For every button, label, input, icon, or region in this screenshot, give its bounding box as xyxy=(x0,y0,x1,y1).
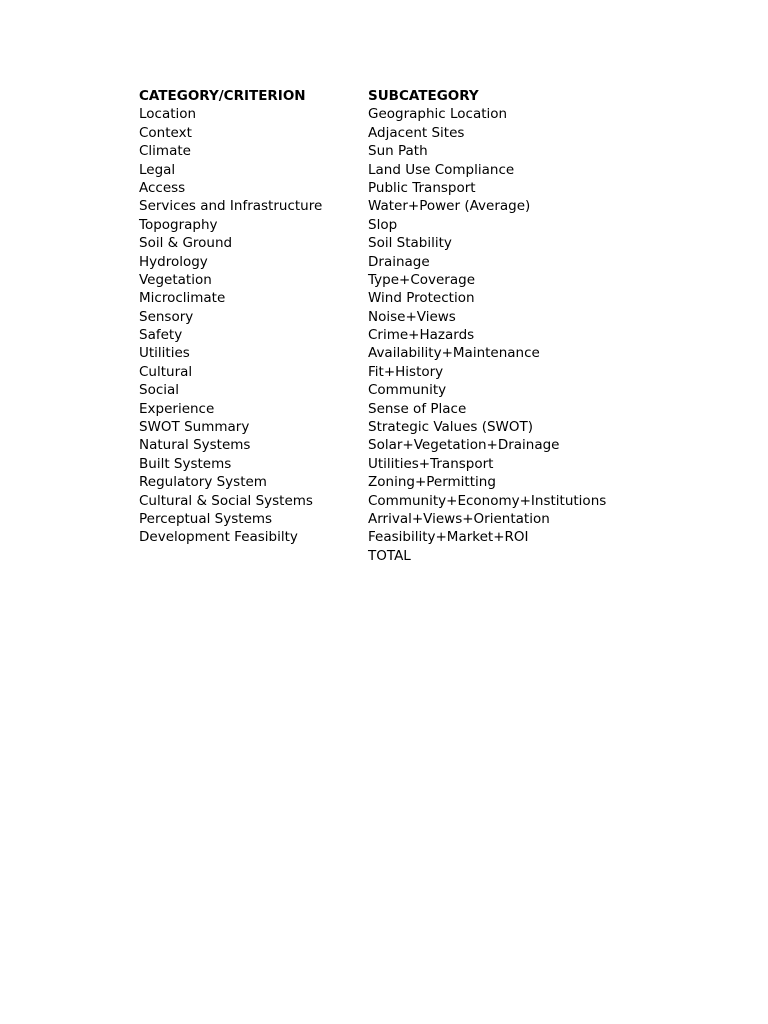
category-cell: Cultural xyxy=(139,363,193,380)
table-row xyxy=(139,197,606,215)
table-row xyxy=(139,436,606,454)
table-header-row xyxy=(139,87,606,105)
table-row xyxy=(139,253,606,271)
table-row xyxy=(139,271,606,289)
subcategory-cell: Water+Power (Average) xyxy=(368,198,531,215)
category-cell: Development Feasibilty xyxy=(139,529,298,546)
category-cell: SWOT Summary xyxy=(139,419,250,436)
table-row xyxy=(139,124,606,142)
table-row xyxy=(139,418,606,436)
category-cell: Context xyxy=(139,124,192,141)
category-cell: Natural Systems xyxy=(139,437,251,454)
category-cell: Safety xyxy=(139,327,183,344)
subcategory-cell: Availability+Maintenance xyxy=(368,345,540,362)
table-row xyxy=(139,308,606,326)
table-row xyxy=(139,547,606,565)
subcategory-cell: Crime+Hazards xyxy=(368,327,475,344)
table-row xyxy=(139,510,606,528)
criteria-table xyxy=(139,87,606,565)
subcategory-cell: Arrival+Views+Orientation xyxy=(368,510,550,527)
subcategory-cell: Feasibility+Market+ROI xyxy=(368,529,529,546)
table-row xyxy=(139,528,606,546)
subcategory-cell: Adjacent Sites xyxy=(368,124,465,141)
table-body xyxy=(139,105,606,565)
subcategory-cell: Land Use Compliance xyxy=(368,161,515,178)
category-cell xyxy=(139,547,368,565)
category-cell: Built Systems xyxy=(139,455,232,472)
table-row xyxy=(139,161,606,179)
subcategory-cell: Sun Path xyxy=(368,143,428,160)
subcategory-cell: Community xyxy=(368,382,447,399)
subcategory-cell: Utilities+Transport xyxy=(368,455,494,472)
category-cell: Experience xyxy=(139,400,215,417)
subcategory-cell: TOTAL xyxy=(368,547,411,564)
category-cell: Services and Infrastructure xyxy=(139,198,323,215)
subcategory-cell: Soil Stability xyxy=(368,235,452,252)
category-cell: Legal xyxy=(139,161,176,178)
table-row xyxy=(139,492,606,510)
subcategory-cell: Solar+Vegetation+Drainage xyxy=(368,437,560,454)
category-cell: Regulatory System xyxy=(139,474,267,491)
category-cell: Access xyxy=(139,179,186,196)
table-row xyxy=(139,326,606,344)
table-row xyxy=(139,381,606,399)
table-row xyxy=(139,363,606,381)
table-row xyxy=(139,234,606,252)
table-row xyxy=(139,179,606,197)
category-cell: Social xyxy=(139,382,180,399)
table-row xyxy=(139,473,606,491)
category-cell: Hydrology xyxy=(139,253,208,270)
table-row xyxy=(139,344,606,362)
subcategory-cell: Fit+History xyxy=(368,363,444,380)
category-cell: Topography xyxy=(139,216,218,233)
table-row xyxy=(139,105,606,123)
category-cell: Vegetation xyxy=(139,271,212,288)
subcategory-cell: Sense of Place xyxy=(368,400,467,417)
subcategory-cell: Geographic Location xyxy=(368,106,508,123)
category-cell: Utilities xyxy=(139,345,190,362)
table-row xyxy=(139,142,606,160)
category-cell: Sensory xyxy=(139,308,194,325)
header-category: CATEGORY/CRITERION xyxy=(139,88,306,104)
category-cell: Soil & Ground xyxy=(139,235,233,252)
subcategory-cell: Strategic Values (SWOT) xyxy=(368,419,534,436)
category-cell: Perceptual Systems xyxy=(139,510,273,527)
subcategory-cell: Slop xyxy=(368,216,398,233)
subcategory-cell: Zoning+Permitting xyxy=(368,474,496,491)
subcategory-cell: Noise+Views xyxy=(368,308,456,325)
category-cell: Cultural & Social Systems xyxy=(139,492,313,509)
category-cell: Climate xyxy=(139,143,191,160)
category-cell: Location xyxy=(139,106,197,123)
subcategory-cell: Wind Protection xyxy=(368,290,475,307)
subcategory-cell: Public Transport xyxy=(368,179,476,196)
header-subcategory: SUBCATEGORY xyxy=(368,88,479,104)
category-cell: Microclimate xyxy=(139,290,226,307)
subcategory-cell: Type+Coverage xyxy=(368,271,475,288)
table-row xyxy=(139,289,606,307)
subcategory-cell: Community+Economy+Institutions xyxy=(368,492,607,509)
table-row xyxy=(139,455,606,473)
table-row xyxy=(139,216,606,234)
subcategory-cell: Drainage xyxy=(368,253,430,270)
table-row xyxy=(139,400,606,418)
